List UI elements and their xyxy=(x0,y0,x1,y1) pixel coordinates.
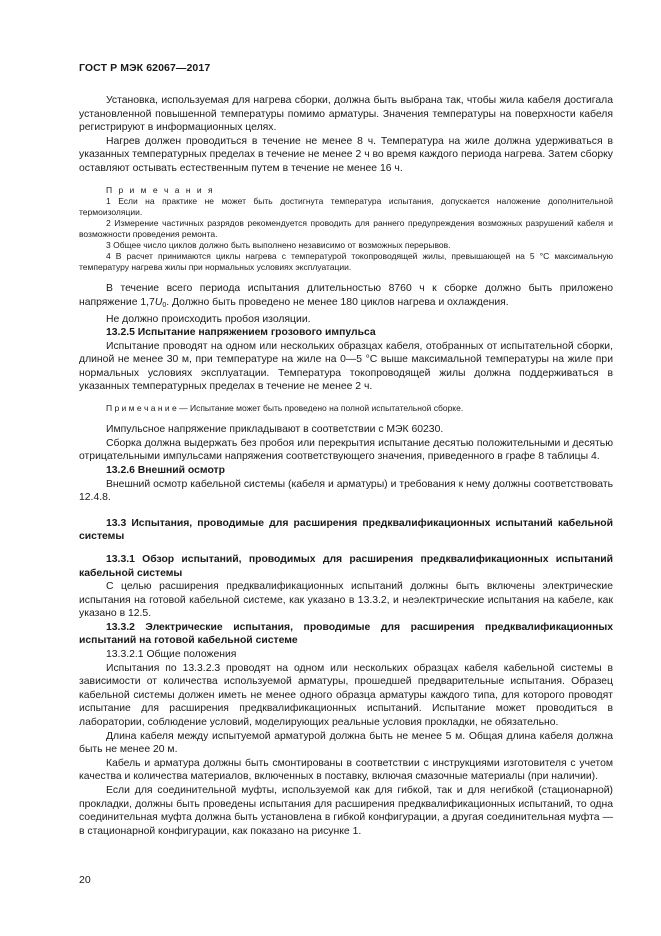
note-item: 4 В расчет принимаются циклы нагрева с температурой токопроводящей жилы, превышающей на 5 °C максимальную температуру нагрева жилы при нормальных условиях эксплуатации. xyxy=(79,251,613,273)
page-number: 20 xyxy=(79,874,91,886)
paragraph xyxy=(79,282,613,312)
paragraph: С целью расширения предквалификационных испытаний должны быть включены электрические испытания на готовой кабельной системе, как указано в 13.3.2, и неэлектрические испытания на кабеле, как указано в 12.5. xyxy=(79,581,613,620)
notes-title: П р и м е ч а н и я xyxy=(106,184,215,195)
paragraph: Установка, используемая для нагрева сборки, должна быть выбрана так, чтобы жила кабеля достигала установленной повышенной температуры помимо арматуры. Значения температуры на поверхности кабеля регистрируют в информационных целях. xyxy=(79,95,613,134)
paragraph: Импульсное напряжение прикладывают в соответствии с МЭК 60230. xyxy=(106,424,444,436)
paragraph: Внешний осмотр кабельной системы (кабеля и арматуры) и требования к нему должны соответствовать 12.4.8. xyxy=(79,478,613,504)
document-header: ГОСТ Р МЭК 62067—2017 xyxy=(79,62,211,74)
subsection-label: 13.3.2.1 Общие положения xyxy=(106,649,237,661)
inline-note-label: П р и м е ч а н и е xyxy=(106,403,177,414)
inline-note xyxy=(79,403,613,414)
inline-note-text: — Испытание может быть проведено на полной испытательной сборке. xyxy=(176,403,464,414)
paragraph-text: . Должно быть проведено не менее 180 циклов нагрева и охлаждения. xyxy=(166,296,509,308)
section-heading: 13.2.5 Испытание напряжением грозового импульса xyxy=(106,327,376,339)
section-heading: 13.3.2 Электрические испытания, проводимые для расширения предквалификационных испытаний на готовой кабельной системе xyxy=(79,621,613,647)
paragraph: Испытания по 13.3.2.3 проводят на одном или нескольких образцах кабеля кабельной системы в зависимости от количества используемой арматуры, прошедшей предварительные испытания. Образец кабельной системы должен иметь не менее одного образца арматуры каждого типа, для которого проводят испытание для расширения предквалификационных испытаний. Испытание может проводиться в лаборатории, соблюдение условий, моделирующих реальные условия прокладки, не обязательно. xyxy=(79,662,613,729)
paragraph: Длина кабеля между испытуемой арматурой должна быть не менее 5 м. Общая длина кабеля должна быть не менее 20 м. xyxy=(79,730,613,756)
paragraph: Кабель и арматура должны быть смонтированы в соответствии с инструкциями изготовителя с учетом качества и количества материалов, включенных в поставку, включая смазочные материалы (при наличии). xyxy=(79,757,613,783)
section-heading: 13.3 Испытания, проводимые для расширения предквалификационных испытаний кабельной системы xyxy=(79,517,613,543)
paragraph: Сборка должна выдержать без пробоя или перекрытия испытание десятью положительными и десятью отрицательными импульсами напряжения соответствующего значения, приведенного в графе 8 таблицы 4. xyxy=(79,437,613,463)
paragraph-text: В течение всего периода испытания длительностью 8760 ч к сборке должно быть приложено напряжение 1,7 xyxy=(79,283,613,308)
paragraph: Если для соединительной муфты, используемой как для гибкой, так и для негибкой (стационарной) прокладки, должны быть проведены испытания для расширения предквалификационных испытаний, то одна соединительная муфта должна быть установлена в гибкой конфигурации, а другая соединительная муфта — в стационарной конфигурации, как показано на рисунке 1. xyxy=(79,785,613,837)
note-item: 3 Общее число циклов должно быть выполнено независимо от возможных перерывов. xyxy=(106,240,451,251)
section-heading: 13.2.6 Внешний осмотр xyxy=(106,464,225,476)
voltage-subscript: 0 xyxy=(162,301,167,309)
voltage-symbol: U xyxy=(154,296,163,308)
document-body xyxy=(79,94,613,838)
paragraph: Испытание проводят на одном или нескольких образцах кабеля, отобранных от испытательной сборки, длиной не менее 30 м, при температуре на жиле на 0—5 °C выше максимальной температуры на жиле при нормальных условиях эксплуатации. Температура токопроводящей жилы должна поддерживаться в указанных температурных пределах в течение не менее 2 ч. xyxy=(79,340,613,393)
note-item: 1 Если на практике не может быть достигнута температура испытания, допускается наложение дополнительной термоизоляции. xyxy=(79,195,613,217)
section-heading: 13.3.1 Обзор испытаний, проводимых для расширения предквалификационных испытаний кабельной системы xyxy=(79,553,613,579)
note-item: 2 Измерение частичных разрядов рекомендуется проводить для раннего предупреждения возможных разрушений кабеля и возможности проведения ремонта. xyxy=(79,217,613,239)
paragraph: Не должно происходить пробоя изоляции. xyxy=(106,313,311,325)
paragraph: Нагрев должен проводиться в течение не менее 8 ч. Температура на жиле должна удерживаться в указанных температурных пределах в течение не менее 2 ч во время каждого периода нагрева. Затем сборку оставляют остывать естественным путем в течение не менее 16 ч. xyxy=(79,135,613,174)
notes-block xyxy=(79,185,613,274)
